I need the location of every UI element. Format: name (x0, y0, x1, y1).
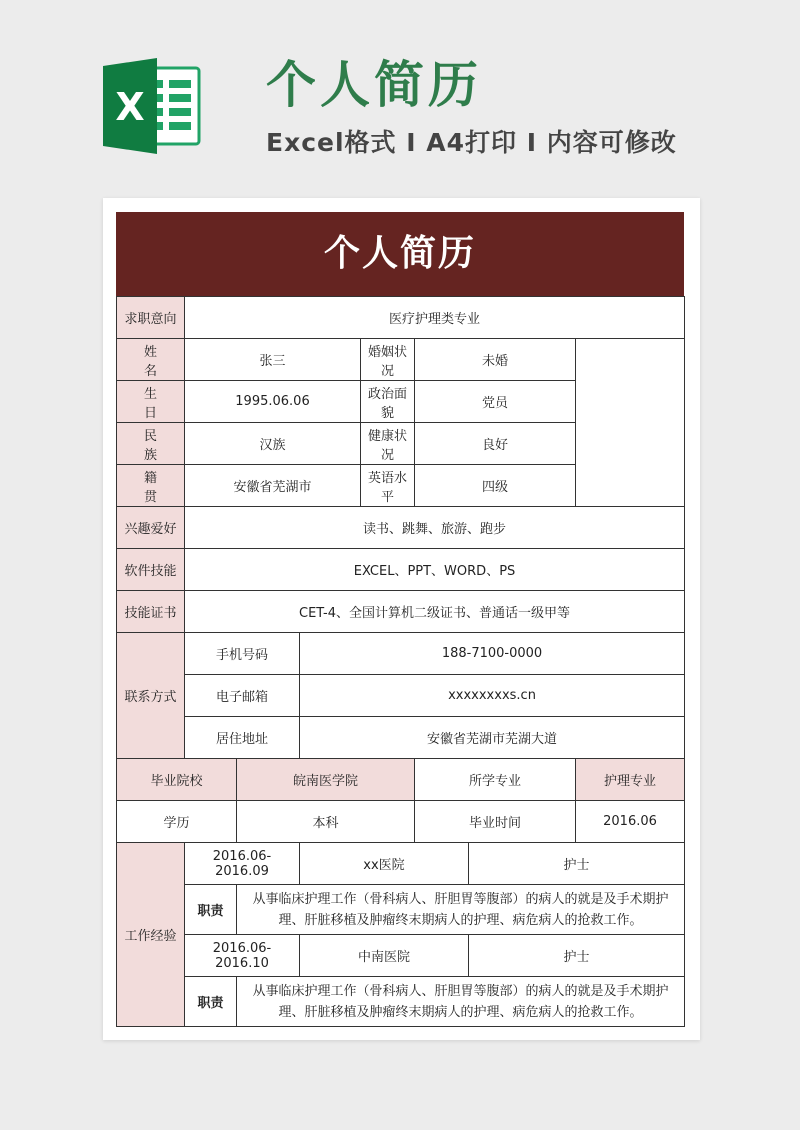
hometown-label: 籍贯 (117, 465, 185, 507)
objective-value[interactable]: 医疗护理类专业 (185, 297, 685, 339)
grad-label: 毕业时间 (415, 801, 576, 843)
software-label: 软件技能 (117, 549, 185, 591)
contact-label: 联系方式 (117, 633, 185, 759)
health-value[interactable]: 良好 (415, 423, 576, 465)
certs-row (117, 591, 685, 633)
duty-label: 职责 (185, 977, 237, 1027)
hobbies-row (117, 507, 685, 549)
school-value[interactable]: 皖南医学院 (237, 759, 415, 801)
certs-label: 技能证书 (117, 591, 185, 633)
contact-row (117, 675, 685, 717)
health-label: 健康状况 (361, 423, 415, 465)
email-label: 电子邮箱 (185, 675, 300, 717)
certs-value[interactable]: CET-4、全国计算机二级证书、普通话一级甲等 (185, 591, 685, 633)
phone-value[interactable]: 188-7100-0000 (300, 633, 685, 675)
page-subtitle: Excel格式 I A4打印 I 内容可修改 (266, 128, 677, 157)
duty-row (117, 885, 685, 935)
objective-row (117, 297, 685, 339)
duty-text[interactable]: 从事临床护理工作（骨科病人、肝胆胃等腹部）的病人的就是及手术期护理、肝脏移植及肿瘤终末期病人的护理、病危病人的抢救工作。 (237, 977, 685, 1027)
political-value[interactable]: 党员 (415, 381, 576, 423)
job-row (117, 935, 685, 977)
education-row (117, 801, 685, 843)
job-period[interactable]: 2016.06-2016.09 (185, 843, 300, 885)
english-value[interactable]: 四级 (415, 465, 576, 507)
ethnicity-value[interactable]: 汉族 (185, 423, 361, 465)
address-value[interactable]: 安徽省芜湖市芜湖大道 (300, 717, 685, 759)
address-label: 居住地址 (185, 717, 300, 759)
software-value[interactable]: EXCEL、PPT、WORD、PS (185, 549, 685, 591)
phone-label: 手机号码 (185, 633, 300, 675)
birthday-label: 生日 (117, 381, 185, 423)
resume-table (116, 296, 685, 1027)
major-label: 所学专业 (415, 759, 576, 801)
hobbies-label: 兴趣爱好 (117, 507, 185, 549)
contact-row (117, 717, 685, 759)
marital-label: 婚姻状况 (361, 339, 415, 381)
objective-label: 求职意向 (117, 297, 185, 339)
job-place[interactable]: xx医院 (300, 843, 469, 885)
name-label: 姓名 (117, 339, 185, 381)
job-row (117, 843, 685, 885)
resume-table-wrapper (116, 212, 684, 1027)
major-value[interactable]: 护理专业 (576, 759, 685, 801)
hometown-value[interactable]: 安徽省芜湖市 (185, 465, 361, 507)
software-row (117, 549, 685, 591)
job-position[interactable]: 护士 (469, 843, 685, 885)
excel-icon (103, 58, 203, 154)
duty-text[interactable]: 从事临床护理工作（骨科病人、肝胆胃等腹部）的病人的就是及手术期护理、肝脏移植及肿瘤终末期病人的护理、病危病人的抢救工作。 (237, 885, 685, 935)
duty-row (117, 977, 685, 1027)
birthday-value[interactable]: 1995.06.06 (185, 381, 361, 423)
page-title: 个人简历 (266, 56, 482, 114)
resume-banner: 个人简历 (116, 212, 684, 296)
marital-value[interactable]: 未婚 (415, 339, 576, 381)
ethnicity-label: 民族 (117, 423, 185, 465)
school-label: 毕业院校 (117, 759, 237, 801)
job-place[interactable]: 中南医院 (300, 935, 469, 977)
basic-row (117, 339, 685, 381)
degree-value[interactable]: 本科 (237, 801, 415, 843)
duty-label: 职责 (185, 885, 237, 935)
job-position[interactable]: 护士 (469, 935, 685, 977)
job-period[interactable]: 2016.06-2016.10 (185, 935, 300, 977)
name-value[interactable]: 张三 (185, 339, 361, 381)
english-label: 英语水平 (361, 465, 415, 507)
hobbies-value[interactable]: 读书、跳舞、旅游、跑步 (185, 507, 685, 549)
contact-row (117, 633, 685, 675)
education-row (117, 759, 685, 801)
svg-text:X: X (115, 85, 145, 129)
political-label: 政治面貌 (361, 381, 415, 423)
grad-value[interactable]: 2016.06 (576, 801, 685, 843)
photo-cell[interactable] (576, 339, 685, 507)
work-label: 工作经验 (117, 843, 185, 1027)
degree-label: 学历 (117, 801, 237, 843)
email-value[interactable]: xxxxxxxxs.cn (300, 675, 685, 717)
